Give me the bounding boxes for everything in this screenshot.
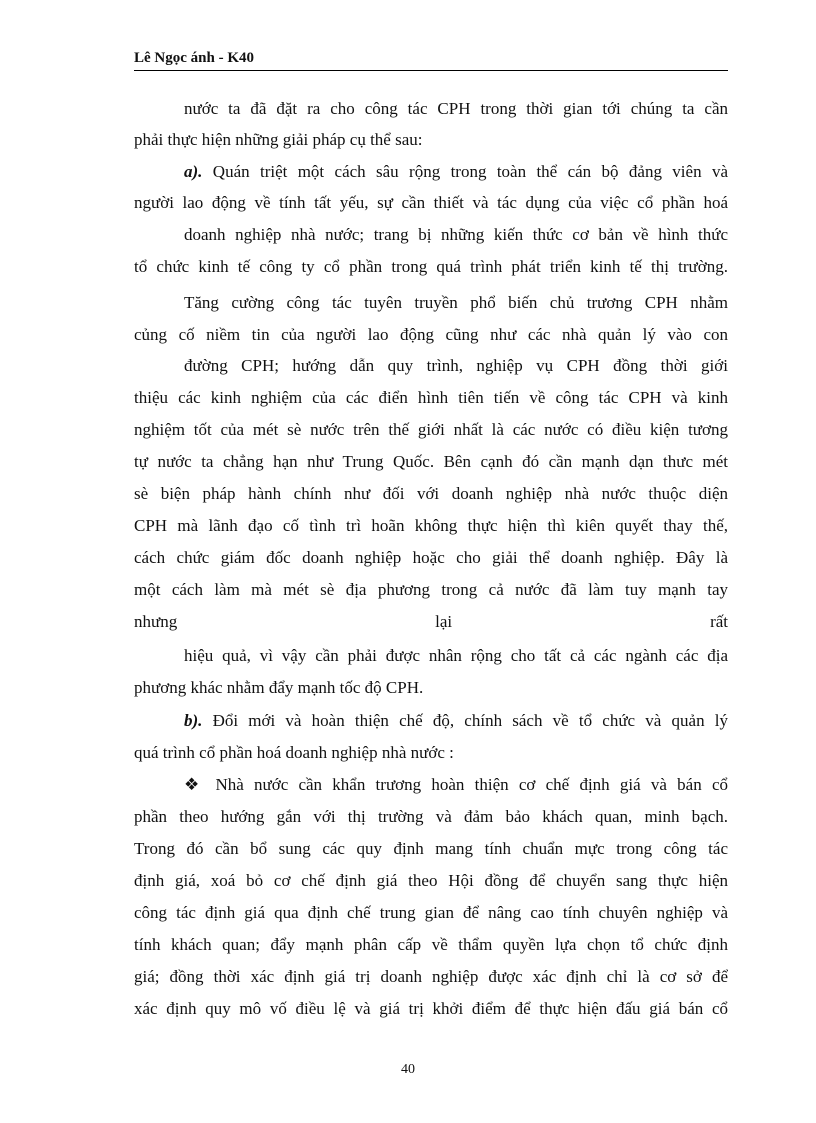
page-number: 40 <box>401 1062 415 1077</box>
text-line: đường CPH; hướng dẫn quy trình, nghiệp vụ CPH đồng thời giới <box>184 356 728 375</box>
text-line: tự nước ta chẳng hạn như Trung Quốc. Bên cạnh đó cần mạnh dạn thưc mét <box>134 452 728 471</box>
header-title: Lê Ngọc ánh - K40 <box>134 50 254 66</box>
text-line: thiệu các kinh nghiệm của các điển hình tiên tiến về công tác CPH và kinh <box>134 388 728 407</box>
text-line: định giá, xoá bỏ cơ chế định giá theo Hội đồng để chuyển sang thực hiện <box>134 871 728 890</box>
text-line: công tác định giá qua định chế trung gian để nâng cao tính chuyên nghiệp và <box>134 903 728 922</box>
text-line: CPH mà lãnh đạo cố tình trì hoãn không thực hiện thì kiên quyết thay thế, <box>134 516 728 535</box>
text-line <box>184 775 728 795</box>
text-line: cách chức giám đốc doanh nghiệp hoặc cho giải thể doanh nghiệp. Đây là <box>134 548 728 567</box>
word: rất <box>710 612 728 631</box>
text-line: doanh nghiệp nhà nước; trang bị những kiến thức cơ bản về hình thức <box>184 225 728 244</box>
text-line: sè biện pháp hành chính như đối với doanh nghiệp nhà nước thuộc diện <box>134 484 728 503</box>
text-span: Đổi mới và hoàn thiện chế độ, chính sách về tổ chức và quản lý <box>202 711 728 730</box>
text-line: giá; đồng thời xác định giá trị doanh nghiệp được xác định chỉ là cơ sở để <box>134 967 728 986</box>
text-line: nghiệm tốt của mét sè nước trên thế giới nhất là các nước có điều kiện tương <box>134 420 728 439</box>
text-line: củng cố niềm tin của người lao động cũng như các nhà quản lý vào con <box>134 325 728 344</box>
text-line <box>184 711 728 731</box>
text-span: Nhà nước cần khẩn trương hoàn thiện cơ chế định giá và bán cổ <box>205 775 728 794</box>
text-line: tính khách quan; đẩy mạnh phân cấp về thẩm quyền lựa chọn tổ chức định <box>134 935 728 954</box>
item-label-b: b). <box>184 711 203 730</box>
page-header <box>134 48 728 71</box>
word: nhưng <box>134 612 178 631</box>
text-line: tổ chức kinh tế công ty cổ phần trong quá trình phát triển kinh tế thị trường. <box>134 257 728 276</box>
text-line-spread <box>134 612 728 632</box>
text-line: quá trình cổ phần hoá doanh nghiệp nhà nước : <box>134 743 454 762</box>
word: lại <box>435 612 453 631</box>
text-line: phần theo hướng gắn với thị trường và đảm bảo khách quan, minh bạch. <box>134 807 728 826</box>
text-line: Trong đó cần bổ sung các quy định mang tính chuẩn mực trong công tác <box>134 839 728 858</box>
text-line <box>184 162 728 182</box>
item-label-a: a). <box>184 162 203 181</box>
text-line: nước ta đã đặt ra cho công tác CPH trong thời gian tới chúng ta cần <box>184 99 728 118</box>
text-line: phương khác nhằm đẩy mạnh tốc độ CPH. <box>134 678 424 697</box>
text-span: Quán triệt một cách sâu rộng trong toàn thể cán bộ đảng viên và <box>202 162 728 181</box>
text-line: hiệu quả, vì vậy cần phải được nhân rộng cho tất cả các ngành các địa <box>184 646 728 665</box>
text-line: xác định quy mô vố điều lệ và giá trị khởi điểm để thực hiện đấu giá bán cổ <box>134 999 728 1018</box>
text-line: phải thực hiện những giải pháp cụ thể sau: <box>134 130 423 149</box>
text-line: người lao động về tính tất yếu, sự cần thiết và tác dụng của việc cổ phần hoá <box>134 193 728 212</box>
diamond-bullet-icon: ❖ <box>184 775 206 794</box>
text-line: Tăng cường công tác tuyên truyền phổ biến chủ trương CPH nhằm <box>184 293 728 312</box>
text-line: một cách làm mà mét sè địa phương trong cả nước đã làm tuy mạnh tay <box>134 580 728 599</box>
